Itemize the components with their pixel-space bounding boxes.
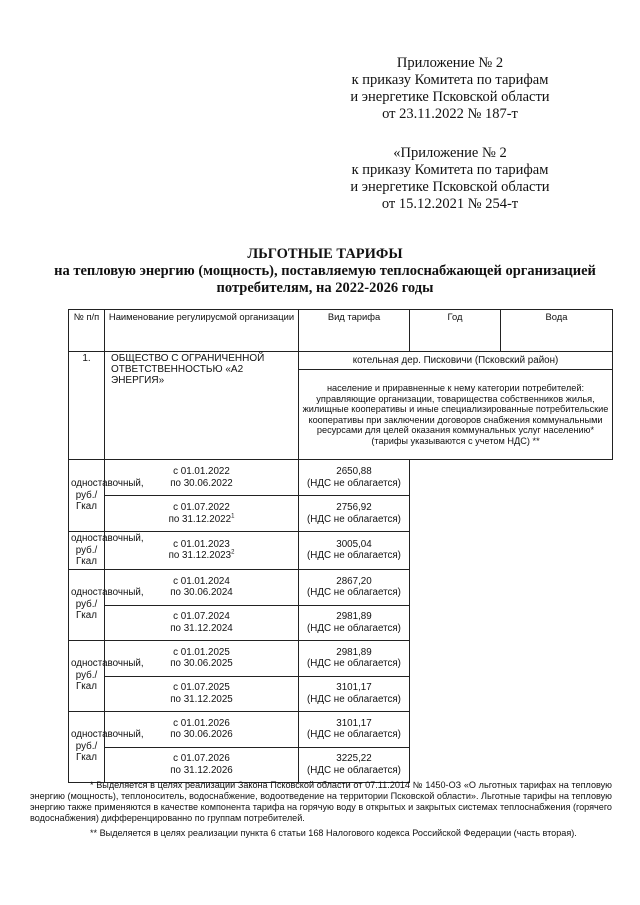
tariff-value-cell: [299, 569, 410, 605]
period-from: с 01.01.2024: [173, 575, 230, 587]
tariff-type-cell: одноставочный, руб./Гкал: [69, 569, 105, 640]
period-to: по 30.06.2022: [170, 477, 233, 489]
tariff-value-cell: [299, 605, 410, 640]
appendix-title: Приложение № 2: [396, 55, 504, 71]
table-row: [69, 352, 613, 370]
tariff-period-row: [69, 605, 613, 640]
period-footnote-mark: 2: [231, 549, 235, 556]
period-from: с 01.07.2026: [173, 753, 230, 764]
tariff-type-cell: одноставочный, руб./Гкал: [69, 711, 105, 782]
period-to: по 31.12.2024: [170, 622, 233, 634]
tariff-value-cell: [299, 460, 410, 496]
period-cell: [105, 747, 299, 782]
vat-note: (НДС не облагается): [307, 622, 401, 634]
appendix-line: и энергетике Псковской области: [350, 89, 550, 105]
period-to: по 31.12.2023$^2$: [168, 549, 235, 562]
period-cell: [105, 496, 299, 532]
footnote-2: ** Выделяется в целях реализации пункта 6 статьи 168 Налогового кодекса Российской Федерации (часть вторая).: [90, 828, 577, 838]
period-from: с 01.01.2025: [173, 646, 230, 658]
header-year: Год: [410, 310, 501, 352]
document-subtitle: на тепловую энергию (мощность), поставляемую теплоснабжающей организацией: [54, 263, 596, 279]
consumer-category-cell: население и приравненные к нему категории потребителей: управляющие организации, товарищества собственников жилья, жилищные кооперативы и иные специализированные потребительские кооперативы при заключении договоров снабжения коммунальными ресурсами для целей оказания коммунальных услуг населению* (тарифы указываются с учетом НДС) **: [299, 370, 613, 460]
appendix-header-current: [330, 55, 570, 123]
header-num: № п/п: [69, 310, 105, 352]
appendix-line: к приказу Комитета по тарифам: [351, 72, 549, 88]
tariff-value-cell: [299, 496, 410, 532]
period-to: по 31.12.2025: [170, 693, 233, 705]
document-title: ЛЬГОТНЫЕ ТАРИФЫ: [247, 246, 403, 262]
header-tariff-type: Вид тарифа: [299, 310, 410, 352]
vat-note: (НДС не облагается): [307, 729, 401, 740]
tariff-type-cell: одноставочный, руб./Гкал: [69, 460, 105, 532]
period-to: по 30.06.2024: [170, 587, 233, 598]
location-cell: котельная дер. Писковичи (Псковский район): [299, 352, 613, 370]
period-from: с 01.01.2023: [173, 538, 230, 550]
period-from: с 01.01.2026: [173, 717, 230, 729]
tariff-value-cell: [299, 711, 410, 747]
appendix-date: от 15.12.2021 № 254-т: [381, 196, 519, 212]
period-to: по 31.12.2026: [170, 764, 233, 776]
period-to: по 30.06.2026: [170, 729, 233, 740]
tariff-type-cell: одноставочный, руб./Гкал: [69, 532, 105, 570]
header-org: Наименование регулирусмой организации: [105, 310, 299, 352]
period-from: с 01.07.2025: [173, 682, 230, 693]
period-from: с 01.07.2022: [173, 502, 230, 513]
appendix-header-previous: [330, 145, 570, 213]
period-to: по 31.12.2022$^1$: [168, 513, 235, 525]
vat-note: (НДС не облагается): [307, 587, 401, 598]
tariff-period-row: [69, 496, 613, 532]
tariff-period-row: [69, 676, 613, 711]
tariff-value: 2756,92: [336, 502, 372, 513]
tariff-value: 3101,17: [336, 682, 372, 693]
tariff-value-cell: [299, 532, 410, 570]
tariff-period-row: [69, 640, 613, 676]
tariff-value-cell: [299, 747, 410, 782]
vat-note: (НДС не облагается): [307, 513, 401, 525]
period-cell: [105, 605, 299, 640]
tariff-period-row: [69, 569, 613, 605]
row-number: 1.: [69, 352, 105, 460]
appendix-line: и энергетике Псковской области: [350, 179, 550, 195]
period-from: с 01.07.2024: [173, 611, 230, 622]
period-from: с 01.01.2022: [173, 466, 230, 477]
vat-note: (НДС не облагается): [307, 550, 401, 562]
document-subtitle: потребителям, на 2022-2026 годы: [216, 280, 434, 296]
appendix-date: от 23.11.2022 № 187-т: [382, 106, 518, 122]
vat-note: (НДС не облагается): [307, 693, 401, 705]
vat-note: (НДС не облагается): [307, 658, 401, 669]
period-to: по 30.06.2025: [170, 658, 233, 669]
footnote-1: * Выделяется в целях реализации Закона Псковской области от 07.11.2014 № 1450-ОЗ «О льготных тарифах на тепловую энергию (мощность), теплоноситель, водоснабжение, водоотведение на территории Псковской области». Льготные тарифы на тепловую энергию также применяются в качестве компонента тарифа на горячую воду в открытых и закрытых системах теплоснабжения (горячего водоснабжения) дифференцированно по группам потребителей.: [30, 780, 612, 823]
vat-note: (НДС не облагается): [307, 764, 401, 776]
appendix-line: к приказу Комитета по тарифам: [351, 162, 549, 178]
tariff-value: 2981,89: [336, 611, 372, 622]
tariff-value: 3005,04: [336, 538, 372, 550]
tariff-value-cell: [299, 640, 410, 676]
tariff-period-row: [69, 460, 613, 496]
table-header-row: [69, 310, 613, 352]
tariff-value: 2650,88: [336, 466, 372, 477]
tariff-value: 3225,22: [336, 753, 372, 764]
tariff-type-cell: одноставочный, руб./Гкал: [69, 640, 105, 711]
tariff-value: 2981,89: [336, 646, 372, 658]
tariff-period-row: [69, 532, 613, 570]
vat-note: (НДС не облагается): [307, 477, 401, 489]
tariff-value: 2867,20: [336, 575, 372, 587]
appendix-title: «Приложение № 2: [393, 145, 507, 161]
tariff-table: [68, 309, 613, 783]
period-footnote-mark: 1: [231, 513, 235, 520]
tariff-value-cell: [299, 676, 410, 711]
tariff-period-row: [69, 747, 613, 782]
tariff-value: 3101,17: [336, 717, 372, 729]
header-water: Вода: [501, 310, 613, 352]
period-cell: [105, 676, 299, 711]
tariff-period-row: [69, 711, 613, 747]
organization-name: ОБЩЕСТВО С ОГРАНИЧЕННОЙ ОТВЕТСТВЕННОСТЬЮ «А2 ЭНЕРГИЯ»: [105, 352, 299, 460]
